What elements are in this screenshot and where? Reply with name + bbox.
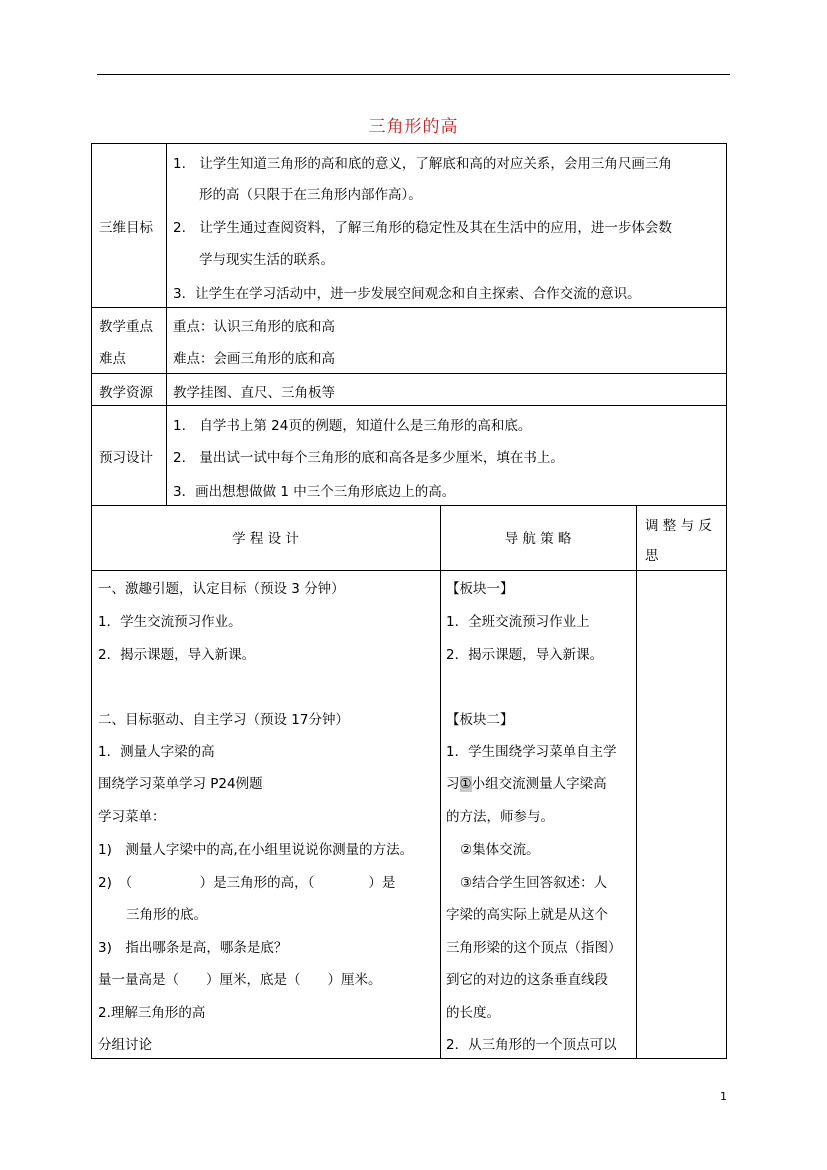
preview-line: 2. 量出试一试中每个三角形的底和高各是多少厘米，填在书上。 xyxy=(173,450,564,466)
preview-line: 1. 自学书上第 24页的例题，知道什么是三角形的高和底。 xyxy=(173,418,532,434)
preview-line: 3．画出想想做做 1 中三个三角形底边上的高。 xyxy=(173,484,456,500)
highlighted-mark: ① xyxy=(459,776,472,792)
design-line: 1) 测量人字梁中的高,在小组里说说你测量的方法。 xyxy=(98,842,414,858)
row-divider xyxy=(91,307,727,308)
strategy-line: 习①小组交流测量人字梁高 xyxy=(446,776,607,792)
header-learning-design: 学 程 设 计 xyxy=(232,531,299,547)
design-line: 2.理解三角形的高 xyxy=(98,1005,206,1021)
design-line: 1．学生交流预习作业。 xyxy=(98,614,242,630)
strategy-line: 三角形梁的这个顶点（指图） xyxy=(446,940,622,956)
strategy-line: 1．学生围绕学习菜单自主学 xyxy=(446,744,617,760)
design-line: 围绕学习菜单学习 P24例题 xyxy=(98,776,263,792)
strategy-line: 的长度。 xyxy=(446,1005,500,1021)
strategy-line: 的方法，师参与。 xyxy=(446,809,554,825)
header-navigation-strategy: 导 航 策 略 xyxy=(504,531,572,547)
page-number: 1 xyxy=(720,1090,727,1103)
row-divider xyxy=(91,405,727,406)
column-divider xyxy=(636,505,637,1059)
strategy-line: ③结合学生回答叙述：人 xyxy=(460,875,608,891)
strategy-line: 2．揭示课题，导入新课。 xyxy=(446,647,604,663)
goals-line: 学与现实生活的联系。 xyxy=(199,252,334,268)
goals-line: 1. 让学生知道三角形的高和底的意义，了解底和高的对应关系，会用三角尺画三角 xyxy=(173,156,672,172)
header-adjust-reflect-1: 调 整 与 反 xyxy=(645,518,712,534)
focus-line: 重点：认识三角形的底和高 xyxy=(173,319,335,335)
design-line: 一、激趣引题，认定目标（预设 3 分钟） xyxy=(98,581,345,597)
column-divider xyxy=(440,505,441,1059)
design-line: 2) （ ）是三角形的高，（ ）是 xyxy=(98,875,396,891)
strategy-line: 1．全班交流预习作业上 xyxy=(446,614,590,630)
strategy-line: 2．从三角形的一个顶点可以 xyxy=(446,1037,617,1053)
focus-line: 难点：会画三角形的底和高 xyxy=(173,351,335,367)
document-title: 三角形的高 xyxy=(368,117,459,137)
resources-text: 教学挂图、直尺、三角板等 xyxy=(173,385,335,401)
design-line: 3) 指出哪条是高，哪条是底？ xyxy=(98,940,288,956)
strategy-line: 【板块二】 xyxy=(446,712,514,728)
design-line: 二、目标驱动、自主学习（预设 17分钟） xyxy=(98,712,349,728)
goals-line: 形的高（只限于在三角形内部作高）。 xyxy=(199,187,422,203)
design-line: 学习菜单： xyxy=(98,809,166,825)
strategy-line: 字梁的高实际上就是从这个 xyxy=(446,907,608,923)
row-divider xyxy=(91,570,727,571)
label-column-divider xyxy=(166,143,167,505)
header-adjust-reflect-2: 思 xyxy=(645,548,659,564)
goals-label: 三维目标 xyxy=(99,220,153,236)
goals-line: 2. 让学生通过查阅资料，了解三角形的稳定性及其在生活中的应用，进一步体会数 xyxy=(173,220,672,236)
strategy-line: 到它的对边的这条垂直线段 xyxy=(446,972,608,988)
resources-label: 教学资源 xyxy=(99,385,153,401)
difficulty-label: 难点 xyxy=(99,351,126,367)
focus-label: 教学重点 xyxy=(99,319,153,335)
row-divider xyxy=(91,505,727,506)
preview-label: 预习设计 xyxy=(99,450,153,466)
design-line: 量一量高是（ ）厘米，底是（ ）厘米。 xyxy=(98,972,382,988)
strategy-line: 【板块一】 xyxy=(446,581,514,597)
row-divider xyxy=(91,373,727,374)
strategy-line: ②集体交流。 xyxy=(460,842,540,858)
design-line: 三角形的底。 xyxy=(126,907,207,923)
design-line: 1．测量人字梁的高 xyxy=(98,744,215,760)
design-line: 2．揭示课题，导入新课。 xyxy=(98,647,256,663)
goals-line: 3．让学生在学习活动中，进一步发展空间观念和自主探索、合作交流的意识。 xyxy=(173,286,641,302)
design-line: 分组讨论 xyxy=(98,1037,152,1053)
header-rule xyxy=(97,74,730,75)
